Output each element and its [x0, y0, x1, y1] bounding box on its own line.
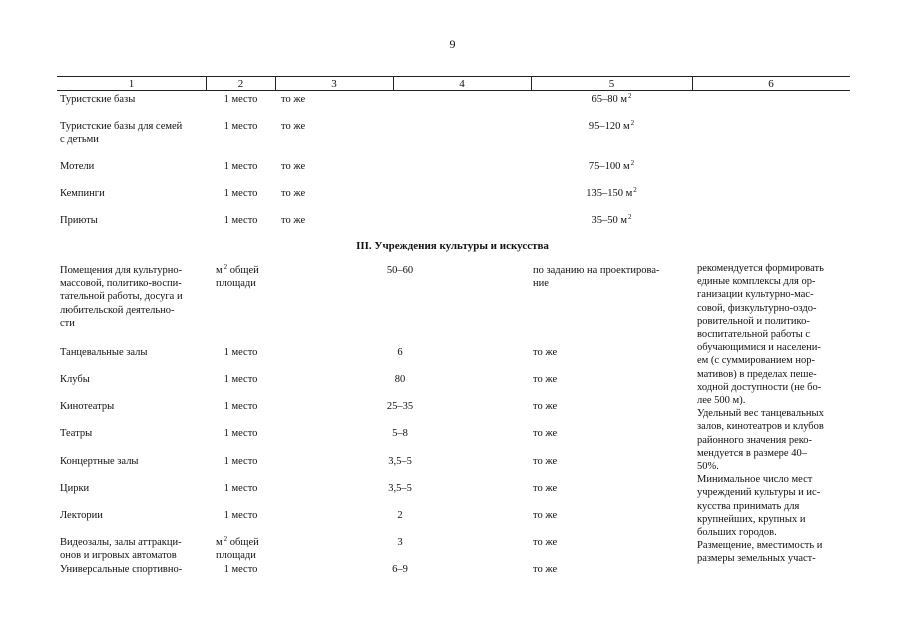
row-name: Клубы: [60, 374, 90, 385]
row-name: Универсальные спортивно-: [60, 564, 183, 575]
note-line: больших городов.: [697, 527, 777, 539]
row-col3: то же: [281, 215, 306, 226]
note-line: совой, физкультурно-оздо-: [697, 302, 817, 314]
row-value: 80: [394, 374, 406, 385]
note-line: 50%.: [697, 461, 719, 473]
row-col3: то же: [281, 121, 306, 132]
note-line: обучающимися и населени-: [697, 342, 821, 354]
row-col5: то же: [533, 483, 558, 494]
row-area: 95–120 $м^2$: [588, 119, 635, 132]
row-name: Театры: [60, 428, 93, 439]
note-line: ганизации культурно-мас-: [697, 289, 814, 301]
row-unit: $м^2$ общей: [216, 263, 259, 276]
section-title: III. Учреждения культуры и искусства: [356, 240, 549, 252]
row-col5: по заданию на проектирова-: [533, 265, 660, 276]
row-col5: то же: [533, 456, 558, 467]
note-line: залов, кинотеатров и клубов: [697, 421, 824, 433]
header-col-6: 6: [768, 78, 774, 90]
row-name-cont: любительской деятельно-: [60, 305, 175, 316]
row-col5: то же: [533, 428, 558, 439]
row-unit-cont: площади: [216, 550, 256, 561]
note-line: ровительной и политико-: [697, 315, 810, 327]
row-area: 35–50 $м^2$: [591, 213, 632, 226]
note-line: мативов) в пределах пеше-: [697, 368, 817, 380]
row-unit: 1 место: [223, 510, 258, 521]
row-col5: то же: [533, 510, 558, 521]
note-line: районного значения реко-: [697, 434, 813, 446]
header-top-rule: [57, 76, 850, 77]
row-name-cont: тательной работы, досуга и: [60, 291, 183, 302]
row-col3: то же: [281, 161, 306, 172]
row-unit: 1 место: [223, 121, 258, 132]
row-col3: то же: [281, 188, 306, 199]
note-line: Удельный вес танцевальных: [697, 408, 824, 420]
row-name: Мотели: [60, 161, 95, 172]
row-col5: то же: [533, 537, 558, 548]
row-value: 25–35: [386, 401, 414, 412]
row-col5: то же: [533, 347, 558, 358]
row-name: Кинотеатры: [60, 401, 115, 412]
row-name: Помещения для культурно-: [60, 265, 183, 276]
row-unit-cont: площади: [216, 278, 256, 289]
row-col5: то же: [533, 374, 558, 385]
header-col-4: 4: [459, 78, 465, 90]
row-unit: $м^2$ общей: [216, 535, 259, 548]
note-line: единые комплексы для ор-: [697, 276, 816, 288]
row-area: 65–80 $м^2$: [591, 92, 632, 105]
header-col-5: 5: [608, 78, 615, 90]
header-bottom-rule: [57, 90, 850, 91]
row-name-cont: сти: [60, 318, 75, 329]
note-line: учреждений культуры и ис-: [697, 487, 821, 499]
row-value: 2: [397, 510, 403, 521]
row-unit: 1 место: [223, 374, 258, 385]
row-name: Приюты: [60, 215, 98, 226]
row-unit: 1 место: [223, 347, 258, 358]
row-name-cont: массовой, политико-воспи-: [60, 278, 182, 289]
row-name: Туристские базы для семей: [60, 121, 183, 132]
notes-column: [697, 262, 845, 566]
row-area: 75–100 $м^2$: [588, 159, 635, 172]
row-value: 3,5–5: [388, 483, 412, 494]
row-col5: то же: [533, 401, 558, 412]
header-col-2: 2: [237, 78, 244, 90]
row-name: Танцевальные залы: [60, 347, 148, 358]
row-area: 135–150 $м^2$: [586, 186, 637, 199]
note-line: ходной доступности (не бо-: [697, 381, 822, 393]
note-line: воспитательной работы с: [697, 329, 811, 341]
row-name: Лектории: [60, 510, 103, 521]
row-name: Концертные залы: [60, 456, 139, 467]
row-value: 3: [397, 537, 403, 548]
row-unit: 1 место: [223, 161, 258, 172]
header-col-3: 3: [331, 78, 337, 90]
note-line: кусства принимать для: [697, 500, 800, 512]
row-unit: 1 место: [223, 215, 258, 226]
row-name: Цирки: [60, 483, 90, 494]
note-line: мендуется в размере 40–: [697, 447, 807, 459]
note-line: Минимальное число мест: [697, 474, 813, 486]
page-number: 9: [449, 37, 456, 51]
row-value: 3,5–5: [388, 456, 412, 467]
row-name: Туристские базы: [60, 94, 136, 105]
row-unit: 1 место: [223, 428, 258, 439]
row-value: 6–9: [392, 564, 408, 575]
row-unit: 1 место: [223, 401, 258, 412]
note-line: рекомендуется формировать: [697, 263, 824, 274]
row-col5-cont: ние: [533, 278, 549, 289]
note-line: размеры земельных участ-: [697, 553, 816, 565]
note-line: ем (с суммированием нор-: [697, 355, 816, 367]
note-line: лее 500 м).: [697, 395, 746, 407]
row-unit: 1 место: [223, 456, 258, 467]
row-col3: то же: [281, 94, 306, 105]
row-value: 6: [397, 347, 403, 358]
row-name-cont: онов и игровых автоматов: [60, 550, 177, 561]
row-unit: 1 место: [223, 94, 258, 105]
row-col5: то же: [533, 564, 558, 575]
row-name: Видеозалы, залы аттракци-: [60, 537, 182, 548]
row-unit: 1 место: [223, 483, 258, 494]
row-unit: 1 место: [223, 564, 258, 575]
row-name: Кемпинги: [60, 188, 105, 199]
header-col-1: 1: [128, 78, 135, 90]
row-name-cont: с детьми: [60, 134, 99, 145]
row-value: 5–8: [392, 428, 408, 439]
note-line: Размещение, вместимость и: [697, 540, 823, 552]
row-unit: 1 место: [223, 188, 258, 199]
note-line: крупнейших, крупных и: [697, 513, 806, 525]
row-value: 50–60: [386, 265, 414, 276]
